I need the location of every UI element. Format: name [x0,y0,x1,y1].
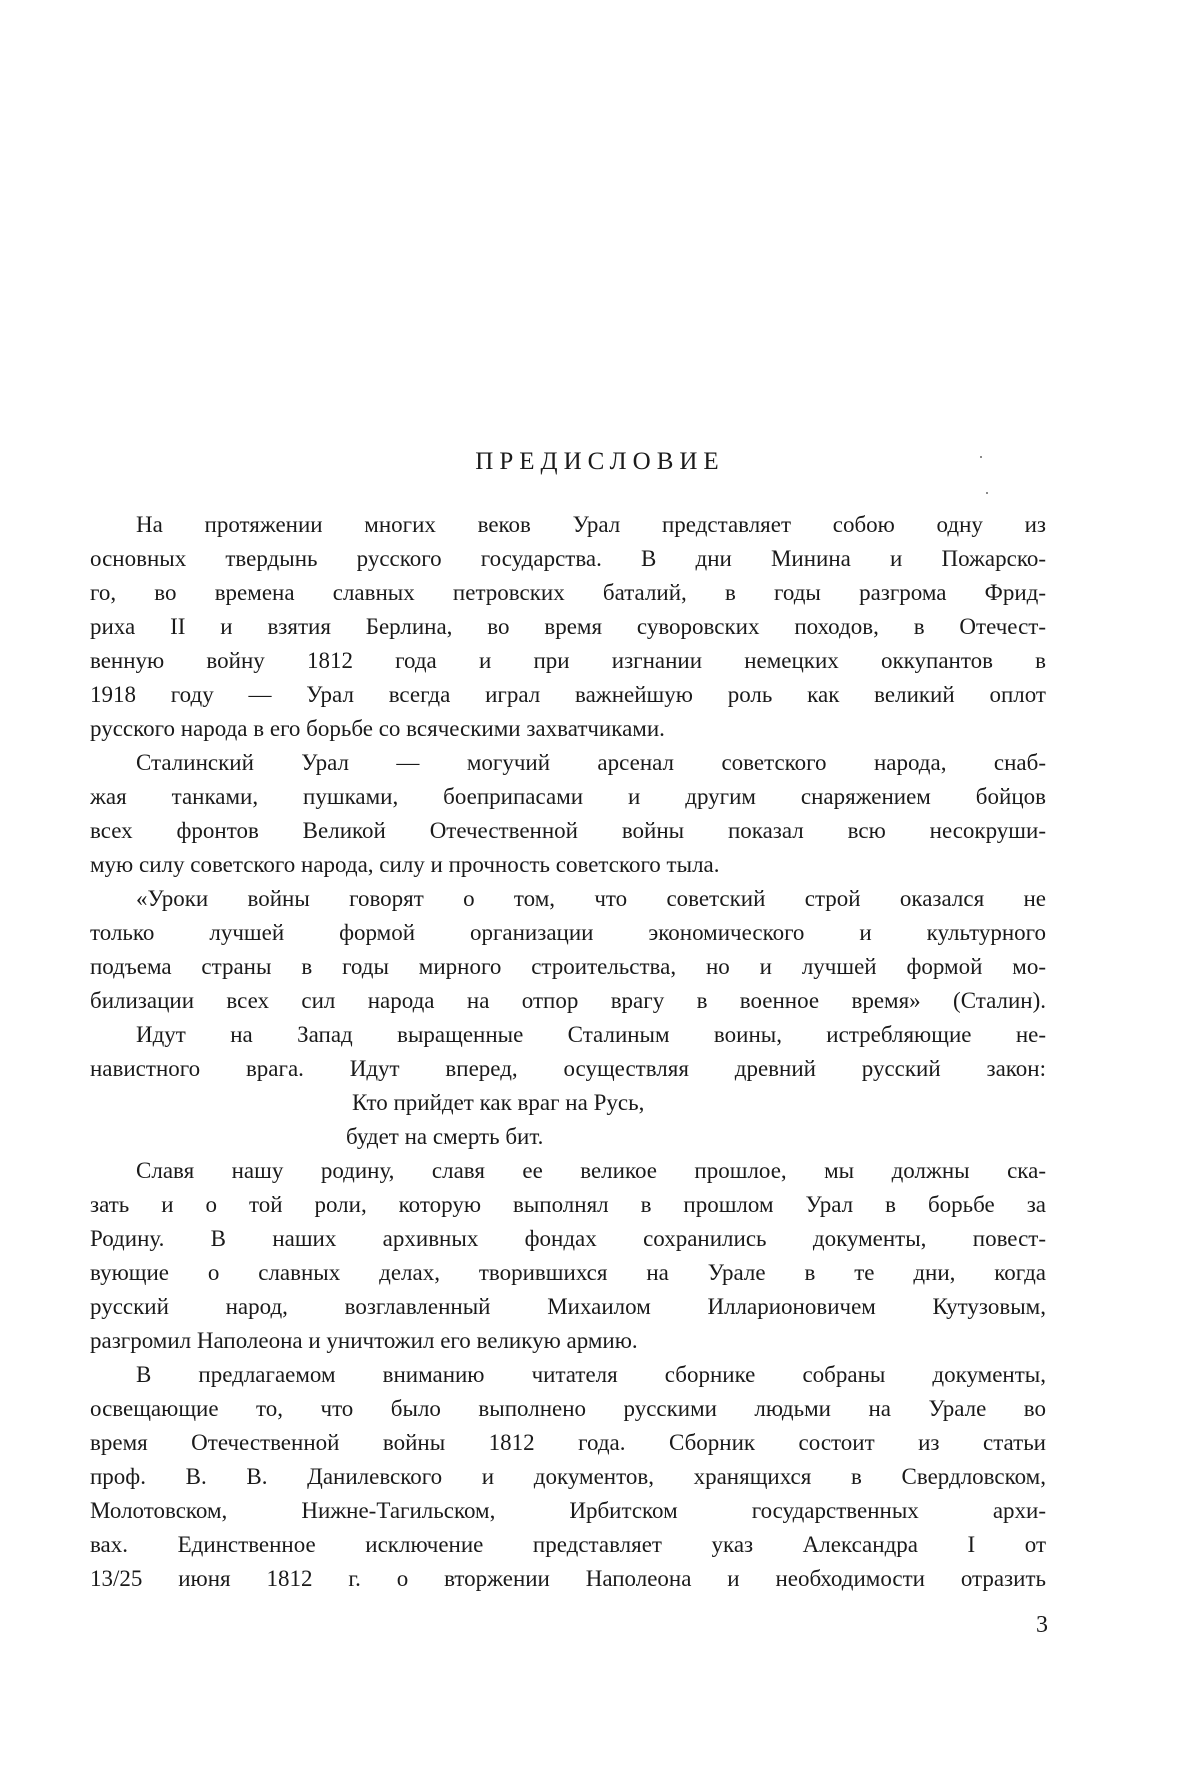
text-line: риха II и взятия Берлина, во время суворовских походов, в Отечест- [90,614,1046,639]
text-line: «Уроки войны говорят о том, что советский строй оказался не [136,886,1046,911]
text-line: только лучшей формой организации экономического и культурного [90,920,1046,945]
body-text [90,508,1046,1596]
text-line: вующие о славных делах, творившихся на Урале в те дни, когда [90,1260,1046,1285]
scan-speck [986,492,988,494]
text-line: время Отечественной войны 1812 года. Сборник состоит из статьи [90,1430,1046,1455]
text-line: всех фронтов Великой Отечественной войны показал всю несокруши- [90,818,1046,843]
text-line: билизации всех сил народа на отпор врагу в военное время» (Сталин). [90,988,1046,1013]
text-line: навистного врага. Идут вперед, осуществляя древний русский закон: [90,1056,1046,1081]
text-line: На протяжении многих веков Урал представляет собою одну из [136,512,1046,537]
text-line: разгромил Наполеона и уничтожил его великую армию. [90,1328,638,1353]
poem-line: будет на смерть бит. [346,1124,544,1149]
page-heading: ПРЕДИСЛОВИЕ [475,448,725,475]
text-line: венную войну 1812 года и при изгнании немецких оккупантов в [90,648,1046,673]
text-line: вах. Единственное исключение представляет указ Александра I от [90,1532,1046,1557]
scan-speck [980,456,982,458]
text-line: В предлагаемом вниманию читателя сборнике собраны документы, [136,1362,1046,1387]
text-line: жая танками, пушками, боеприпасами и другим снаряжением бойцов [90,784,1046,809]
text-line: Идут на Запад выращенные Сталиным воины, истребляющие не- [136,1022,1046,1047]
text-line: освещающие то, что было выполнено русскими людьми на Урале во [90,1396,1046,1421]
poem-line: Кто прийдет как враг на Русь, [352,1090,645,1115]
page-number: 3 [1036,1612,1048,1638]
text-line: Сталинский Урал — могучий арсенал советского народа, снаб- [136,750,1046,775]
text-line: русского народа в его борьбе со всяческими захватчиками. [90,716,665,741]
text-line: Славя нашу родину, славя ее великое прошлое, мы должны ска- [136,1158,1046,1183]
text-line: русский народ, возглавленный Михаилом Илларионовичем Кутузовым, [90,1294,1046,1319]
text-line: основных твердынь русского государства. В дни Минина и Пожарско- [90,546,1046,571]
text-line: го, во времена славных петровских баталий, в годы разгрома Фрид- [90,580,1046,605]
text-line: Молотовском, Нижне-Тагильском, Ирбитском государственных архи- [90,1498,1046,1523]
text-line: зать и о той роли, которую выполнял в прошлом Урал в борьбе за [90,1192,1046,1217]
text-line: мую силу советского народа, силу и прочность советского тыла. [90,852,720,877]
text-line: 1918 году — Урал всегда играл важнейшую роль как великий оплот [90,682,1046,707]
text-line: проф. В. В. Данилевского и документов, хранящихся в Свердловском, [90,1464,1046,1489]
text-line: подъема страны в годы мирного строительства, но и лучшей формой мо- [90,954,1046,979]
text-line: Родину. В наших архивных фондах сохранились документы, повест- [90,1226,1046,1251]
text-line: 13/25 июня 1812 г. о вторжении Наполеона и необходимости отразить [90,1566,1046,1591]
